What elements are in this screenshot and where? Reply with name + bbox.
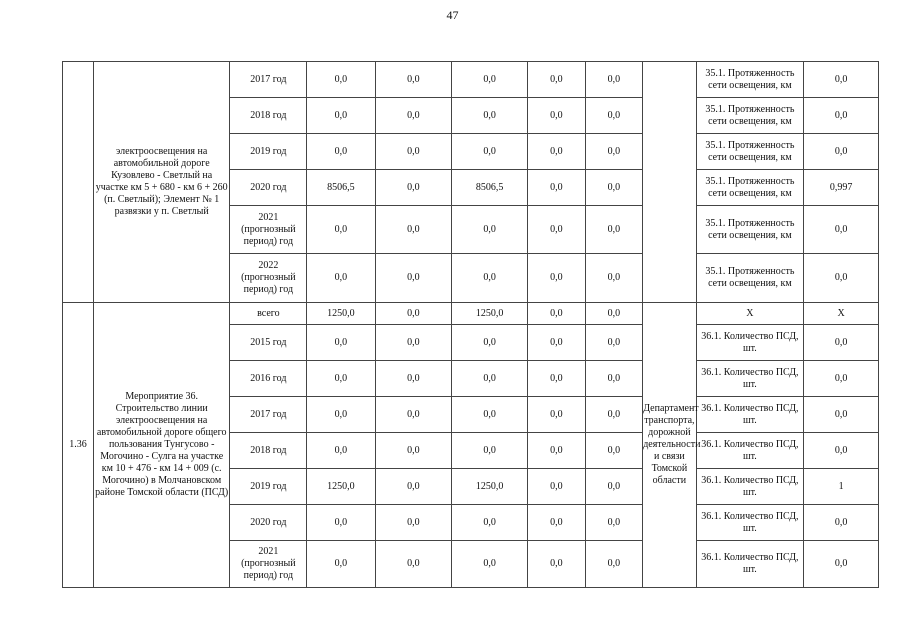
value-cell: 0,0: [452, 361, 528, 397]
indicator-cell: 36.1. Количество ПСД, шт.: [696, 469, 804, 505]
value-cell: 0,0: [375, 134, 452, 170]
value-cell: 0,0: [452, 433, 528, 469]
value-cell: 0,0: [375, 433, 452, 469]
value-cell: 0,0: [375, 505, 452, 541]
value-cell: 0,0: [452, 98, 528, 134]
value-cell: 0,0: [585, 170, 643, 206]
indicator-cell: 36.1. Количество ПСД, шт.: [696, 433, 804, 469]
indicator-value-cell: 0,0: [804, 505, 879, 541]
value-cell: 0,0: [375, 361, 452, 397]
program-table: [62, 61, 879, 588]
activity-name-cell: электроосвещения на автомобильной дороге Кузовлево - Светлый на участке км 5 + 680 - км 6 + 260 (п. Светлый); Элемент № 1 развязки у п. Светлый: [93, 62, 230, 303]
year-cell: 2018 год: [230, 433, 307, 469]
indicator-value-cell: 0,0: [804, 433, 879, 469]
indicator-value-cell: 1: [804, 469, 879, 505]
value-cell: 0,0: [528, 397, 586, 433]
indicator-value-cell: 0,0: [804, 254, 879, 303]
value-cell: 0,0: [307, 433, 375, 469]
year-cell: 2015 год: [230, 325, 307, 361]
value-cell: 0,0: [585, 134, 643, 170]
indicator-cell: 36.1. Количество ПСД, шт.: [696, 505, 804, 541]
year-cell: всего: [230, 303, 307, 325]
indicator-value-cell: 0,0: [804, 361, 879, 397]
value-cell: 0,0: [452, 62, 528, 98]
value-cell: 0,0: [585, 433, 643, 469]
indicator-value-cell: 0,0: [804, 98, 879, 134]
value-cell: 0,0: [585, 206, 643, 254]
value-cell: 0,0: [307, 254, 375, 303]
value-cell: 0,0: [528, 206, 586, 254]
indicator-cell: 35.1. Протяженность сети освещения, км: [696, 254, 804, 303]
year-cell: 2017 год: [230, 62, 307, 98]
indicator-value-cell: 0,997: [804, 170, 879, 206]
indicator-cell: 35.1. Протяженность сети освещения, км: [696, 170, 804, 206]
value-cell: 0,0: [585, 325, 643, 361]
value-cell: 0,0: [307, 541, 375, 588]
page-number: 47: [446, 8, 459, 22]
value-cell: 0,0: [528, 170, 586, 206]
indicator-value-cell: Х: [804, 303, 879, 325]
year-cell: 2018 год: [230, 98, 307, 134]
value-cell: 0,0: [375, 541, 452, 588]
indicator-cell: 35.1. Протяженность сети освещения, км: [696, 134, 804, 170]
indicator-cell: Х: [696, 303, 804, 325]
activity-name-cell: Мероприятие 36. Строительство линии электроосвещения на автомобильной дороге общего пользования Тунгусово - Могочино - Сулга на участке км 10 + 476 - км 14 + 009 (с. Могочино) в Молчановском районе Томской области (ПСД): [93, 303, 230, 588]
indicator-value-cell: 0,0: [804, 541, 879, 588]
table-row: [63, 62, 879, 98]
value-cell: 0,0: [528, 541, 586, 588]
value-cell: 0,0: [307, 361, 375, 397]
value-cell: 0,0: [528, 433, 586, 469]
value-cell: 0,0: [585, 397, 643, 433]
value-cell: 0,0: [452, 541, 528, 588]
value-cell: 0,0: [528, 303, 586, 325]
year-cell: 2021 (прогнозный период) год: [230, 206, 307, 254]
value-cell: 1250,0: [452, 469, 528, 505]
value-cell: 0,0: [375, 325, 452, 361]
value-cell: 0,0: [307, 134, 375, 170]
value-cell: 0,0: [375, 206, 452, 254]
executor-cell: Департамент транспорта, дорожной деятельности и связи Томской области: [643, 303, 696, 588]
value-cell: 0,0: [528, 98, 586, 134]
year-cell: 2019 год: [230, 134, 307, 170]
year-cell: 2022 (прогнозный период) год: [230, 254, 307, 303]
indicator-cell: 36.1. Количество ПСД, шт.: [696, 397, 804, 433]
value-cell: 0,0: [307, 206, 375, 254]
value-cell: 0,0: [307, 325, 375, 361]
value-cell: 0,0: [528, 325, 586, 361]
value-cell: 8506,5: [307, 170, 375, 206]
value-cell: 0,0: [585, 254, 643, 303]
value-cell: 0,0: [307, 397, 375, 433]
value-cell: 0,0: [452, 134, 528, 170]
value-cell: 0,0: [528, 254, 586, 303]
indicator-cell: 36.1. Количество ПСД, шт.: [696, 361, 804, 397]
value-cell: 0,0: [375, 62, 452, 98]
value-cell: 0,0: [585, 62, 643, 98]
value-cell: 0,0: [585, 303, 643, 325]
executor-cell: [643, 62, 696, 303]
indicator-cell: 36.1. Количество ПСД, шт.: [696, 325, 804, 361]
value-cell: 0,0: [585, 505, 643, 541]
value-cell: 1250,0: [307, 303, 375, 325]
value-cell: 0,0: [528, 62, 586, 98]
value-cell: 0,0: [585, 469, 643, 505]
value-cell: 0,0: [375, 303, 452, 325]
value-cell: 0,0: [528, 469, 586, 505]
value-cell: 0,0: [528, 505, 586, 541]
value-cell: 0,0: [452, 325, 528, 361]
value-cell: 0,0: [375, 397, 452, 433]
indicator-cell: 35.1. Протяженность сети освещения, км: [696, 206, 804, 254]
row-number-cell: [63, 62, 94, 303]
value-cell: 0,0: [375, 469, 452, 505]
year-cell: 2021 (прогнозный период) год: [230, 541, 307, 588]
year-cell: 2020 год: [230, 170, 307, 206]
value-cell: 0,0: [452, 505, 528, 541]
value-cell: 1250,0: [307, 469, 375, 505]
value-cell: 0,0: [528, 361, 586, 397]
year-cell: 2017 год: [230, 397, 307, 433]
indicator-value-cell: 0,0: [804, 134, 879, 170]
value-cell: 0,0: [585, 361, 643, 397]
value-cell: 0,0: [452, 254, 528, 303]
value-cell: 0,0: [452, 397, 528, 433]
value-cell: 1250,0: [452, 303, 528, 325]
year-cell: 2016 год: [230, 361, 307, 397]
indicator-cell: 36.1. Количество ПСД, шт.: [696, 541, 804, 588]
value-cell: 0,0: [585, 98, 643, 134]
year-cell: 2019 год: [230, 469, 307, 505]
indicator-value-cell: 0,0: [804, 206, 879, 254]
row-number-cell: 1.36: [63, 303, 94, 588]
value-cell: 0,0: [307, 62, 375, 98]
value-cell: 8506,5: [452, 170, 528, 206]
indicator-value-cell: 0,0: [804, 62, 879, 98]
value-cell: 0,0: [585, 541, 643, 588]
value-cell: 0,0: [307, 505, 375, 541]
indicator-value-cell: 0,0: [804, 397, 879, 433]
value-cell: 0,0: [375, 98, 452, 134]
table-row: [63, 303, 879, 325]
value-cell: 0,0: [375, 170, 452, 206]
value-cell: 0,0: [528, 134, 586, 170]
value-cell: 0,0: [375, 254, 452, 303]
value-cell: 0,0: [452, 206, 528, 254]
indicator-cell: 35.1. Протяженность сети освещения, км: [696, 98, 804, 134]
indicator-cell: 35.1. Протяженность сети освещения, км: [696, 62, 804, 98]
indicator-value-cell: 0,0: [804, 325, 879, 361]
value-cell: 0,0: [307, 98, 375, 134]
year-cell: 2020 год: [230, 505, 307, 541]
